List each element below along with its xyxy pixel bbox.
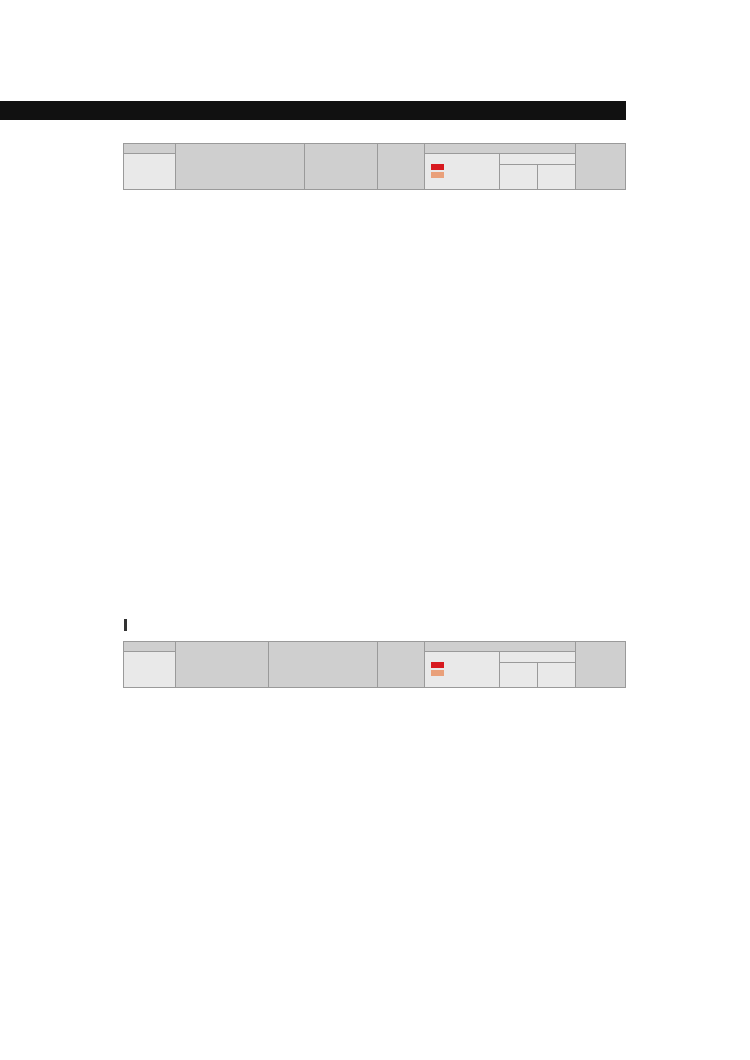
header-other-modes [500, 154, 576, 165]
t2-header-other-modes [500, 652, 576, 663]
t2-header-size [124, 652, 176, 688]
t2-header-legend [425, 652, 500, 688]
header-bend [378, 144, 425, 190]
t2-header-model [576, 642, 626, 688]
t2-legend-tera-swatch [431, 662, 444, 668]
header-type [124, 144, 176, 154]
t2-header-bend [378, 642, 425, 688]
legend-tera-swatch [431, 164, 444, 170]
t2-header-distance [425, 642, 576, 652]
legend-fine-swatch [431, 172, 444, 178]
spec-table-2 [123, 641, 626, 688]
section-header-bar [0, 101, 626, 120]
header-appearance [175, 144, 304, 190]
header-legend [425, 154, 500, 190]
header-mode-a [500, 165, 538, 190]
t2-header-appearance [175, 642, 268, 688]
t2-header-fiber [268, 642, 378, 688]
header-model [576, 144, 626, 190]
t2-legend-fine-swatch [431, 670, 444, 676]
header-beam [124, 154, 176, 190]
section-title [124, 619, 131, 632]
header-fiber [304, 144, 378, 190]
t2-header-type [124, 642, 176, 652]
t2-header-mode-b [538, 663, 576, 688]
spec-table-1 [123, 143, 626, 190]
section-marker [124, 619, 127, 631]
header-mode-b [538, 165, 576, 190]
header-distance [425, 144, 576, 154]
t2-header-mode-a [500, 663, 538, 688]
